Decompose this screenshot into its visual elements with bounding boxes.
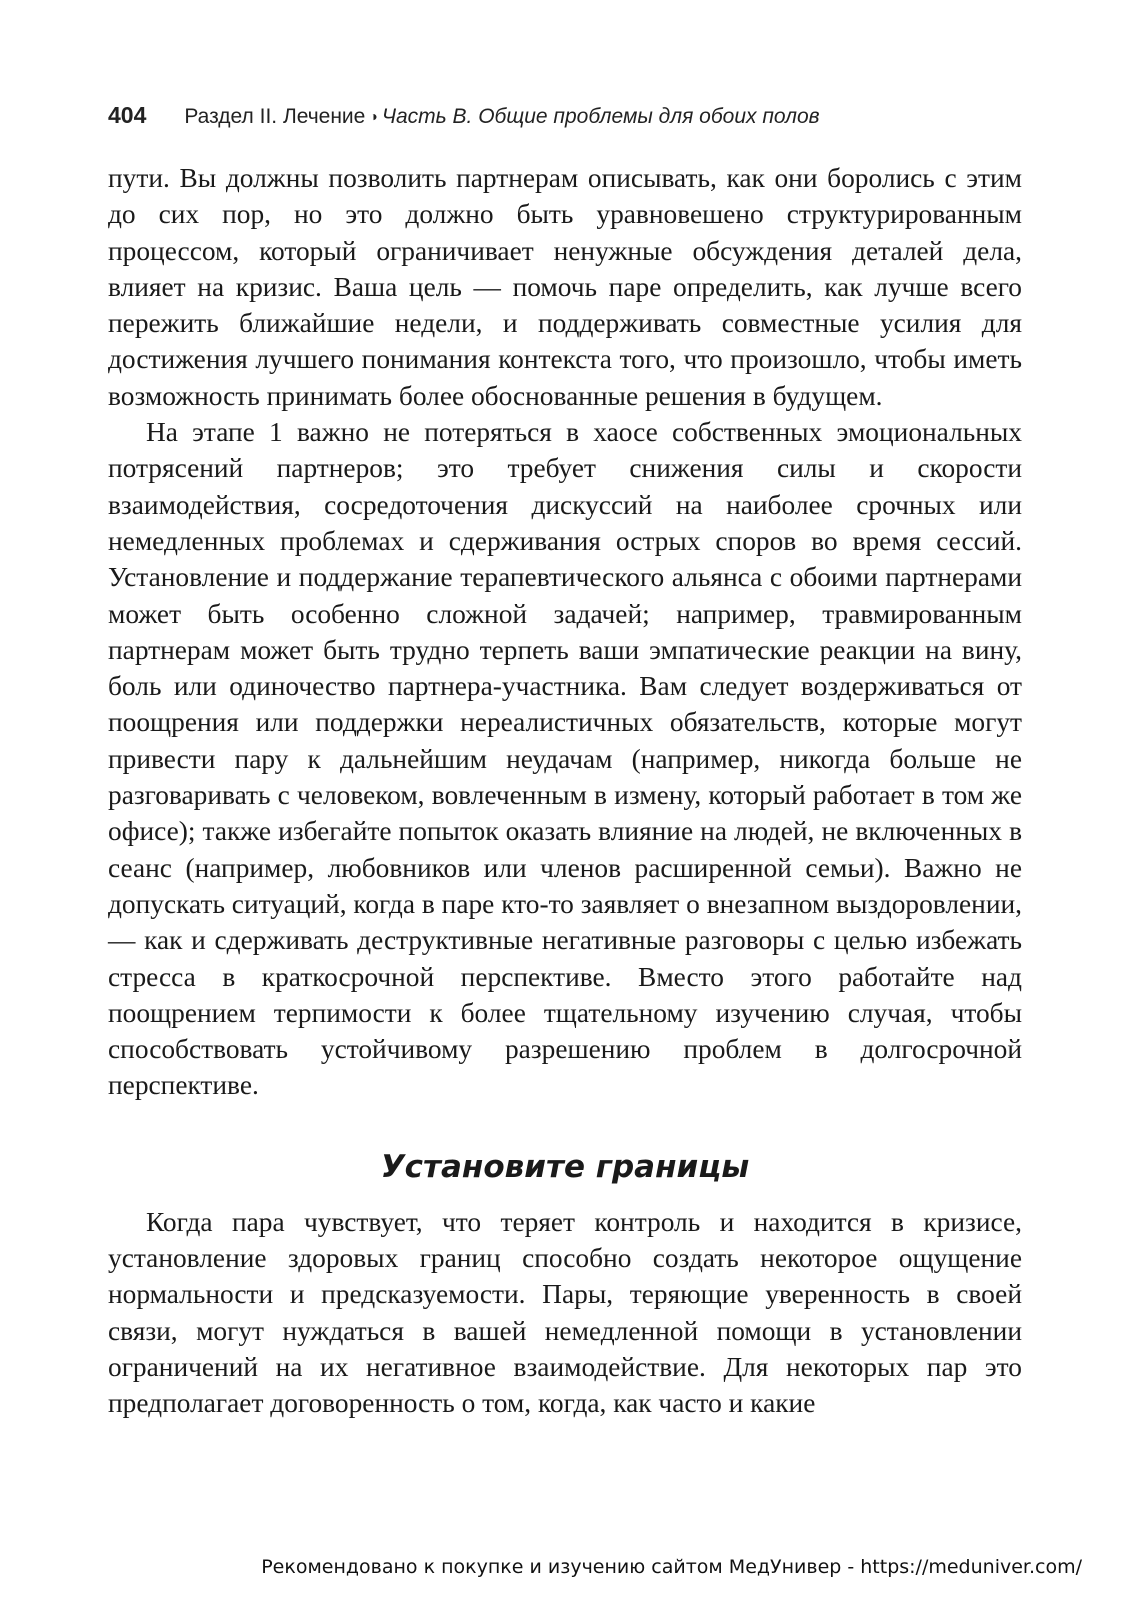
running-header <box>108 100 1028 132</box>
paragraph-continued: пути. Вы должны позволить партнерам описывать, как они боролись с этим до сих пор, но это должно быть уравновешено структурированным процессом, который ограничивает ненужные обсуждения деталей дела, влияет на кризис. Ваша цель — помочь паре определить, как лучше всего пережить ближайшие недели, и поддерживать совместные усилия для достижения лучшего понимания контекста того, что произошло, чтобы иметь возможность принимать более обоснованные решения в будущем. <box>108 163 1022 411</box>
section-heading: Установите границы <box>380 1148 750 1185</box>
page-number: 404 <box>108 102 147 128</box>
footer-watermark: Рекомендовано к покупке и изучению сайтом МедУнивер - https://meduniver.com/ <box>261 1556 1082 1578</box>
body-text <box>108 160 1022 1422</box>
section-paragraph: Когда пара чувствует, что теряет контроль и находится в кризисе, установление здоровых границ способно создать некоторое ощущение нормальности и предсказуемости. Пары, теряющие уверенность в своей связи, могут нуждаться в вашей немедленной помощи в установлении ограничений на их негативное взаимодействие. Для некоторых пар это предполагает договоренность о том, когда, как часто и какие <box>108 1206 1022 1419</box>
paragraph: На этапе 1 важно не потеряться в хаосе собственных эмоциональных потрясений партнеров; это требует снижения силы и скорости взаимодействия, сосредоточения дискуссий на наиболее срочных или немедленных проблемах и сдерживания острых споров во время сессий. Установление и поддержание терапевтического альянса с обоими партнерами может быть особенно сложной задачей; например, травмированным партнерам может быть трудно терпеть ваши эмпатические реакции на вину, боль или одиночество партнера-участника. Вам следует воздерживаться от поощрения или поддержки нереалистичных обязательств, которые могут привести пару к дальнейшим неудачам (например, никогда больше не разговаривать с человеком, вовлеченным в измену, который работает в том же офисе); также избегайте попыток оказать влияние на людей, не включенных в сеанс (например, любовников или членов расширенной семьи). Важно не допускать ситуаций, когда в паре кто-то заявляет о внезапном выздоровлении, — как и сдерживать деструктивные негативные разговоры с целью избежать стресса в краткосрочной перспективе. Вместо этого работайте над поощрением терпимости к более тщательному изучению случая, чтобы способствовать устойчивому разрешению проблем в долгосрочной перспективе. <box>108 417 1022 1101</box>
header-part: Часть В. Общие проблемы для обоих полов <box>381 105 820 128</box>
header-section: Раздел II. Лечение <box>184 105 366 128</box>
separator-icon: ◑ <box>369 108 378 124</box>
